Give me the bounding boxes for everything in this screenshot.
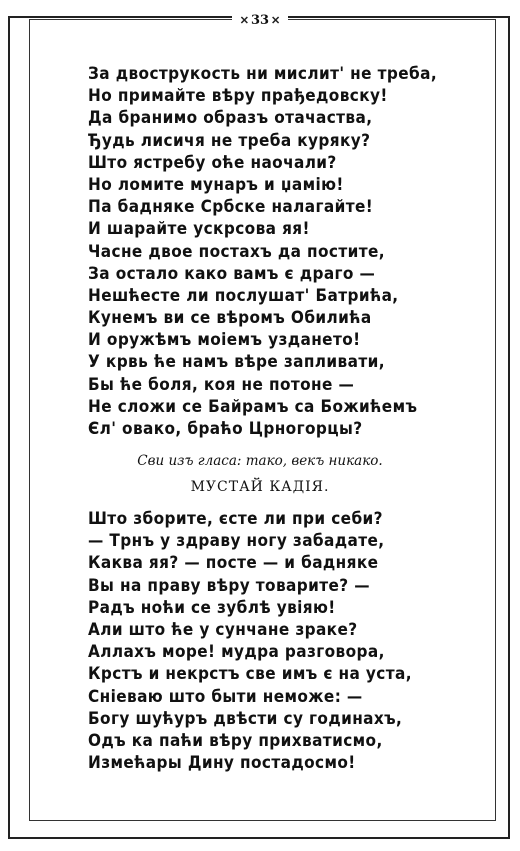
verse-line: Каква яя? — посте — и бадняке	[88, 553, 379, 574]
verse-line: Кунемъ ви се вѣромъ Обилића	[88, 308, 372, 329]
verse-line: Али што ће у сунчане зраке?	[88, 619, 358, 640]
stanza-1	[88, 63, 437, 440]
verse-line: И шарайте ускрсова яя!	[88, 219, 310, 240]
verse-line: Што зборите, єсте ли при себи?	[88, 509, 383, 529]
verse-line: Нешћесте ли послушат' Батрића,	[88, 285, 399, 306]
verse-line: Радъ ноћи се зублѣ увіяю!	[88, 597, 336, 618]
verse-line: Што ястребу оће наочали?	[88, 152, 337, 173]
right-ornament-icon: ✕	[271, 13, 281, 27]
verse-line: Не сложи се Байрамъ са Божићемъ	[88, 396, 418, 417]
page-number: 33	[250, 12, 270, 28]
verse-line: Крстъ и некрстъ све имъ є на уста,	[88, 664, 412, 685]
verse-line: Аллахъ море! мудра разговора,	[88, 642, 385, 663]
verse-line: Да бранимо образъ отачаства,	[88, 108, 373, 129]
verse-line: Измећары Дину постадосмо!	[88, 753, 356, 774]
verse-line: Но примайте вѣру прађедовску!	[88, 86, 388, 107]
verse-line: Єл' овако, браћо Црногорцы?	[88, 419, 363, 439]
verse-line: Сніеваю што быти неможе: —	[88, 686, 363, 707]
left-ornament-icon: ✕	[239, 13, 249, 27]
stanza-2	[88, 508, 412, 774]
verse-line: Но ломите мунаръ и џамію!	[88, 174, 344, 195]
verse-line: Богу шућуръ двѣсти су годинахъ,	[88, 708, 403, 729]
verse-line: За остало како вамъ є драго —	[88, 263, 376, 284]
verse-line: Па бадняке Србске налагайте!	[88, 197, 374, 218]
verse-line: И оружѣмъ моіемъ уздането!	[88, 330, 361, 351]
verse-line: Бы ће боля, коя не потоне —	[88, 374, 355, 395]
verse-line: Одъ ка паћи вѣру прихватисмо,	[88, 730, 383, 751]
page-number-ornament	[232, 10, 288, 30]
verse-line: Часне двое постахъ да постите,	[88, 241, 386, 262]
verse-line: — Трнъ у здраву ногу забадате,	[88, 531, 385, 552]
speaker-heading: МУСТАЙ КАДІЯ.	[190, 479, 330, 495]
verse-line: За двострукость ни мислит' не треба,	[88, 64, 438, 84]
chorus-line: Сви изъ гласа: тако, векъ никако.	[137, 453, 383, 469]
verse-line: Вы на праву вѣру товарите? —	[88, 575, 370, 596]
verse-line: Ђудь лисичя не треба куряку?	[88, 130, 371, 151]
verse-line: У крвь ће намъ вѣре запливати,	[88, 352, 385, 373]
